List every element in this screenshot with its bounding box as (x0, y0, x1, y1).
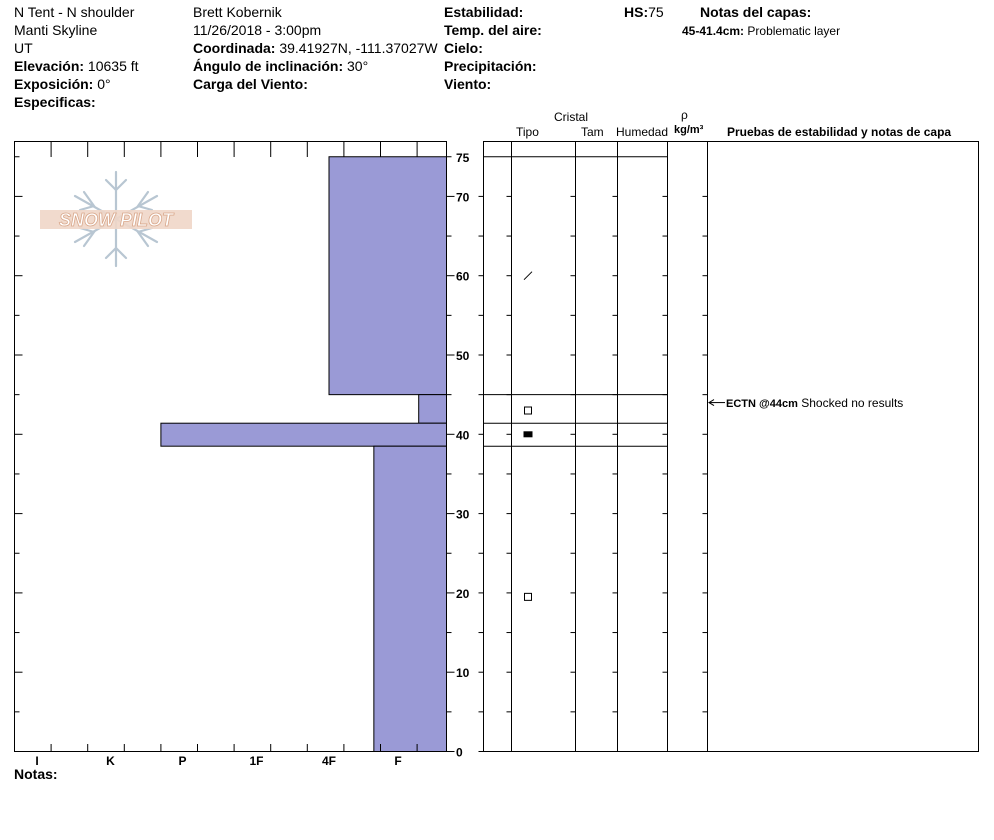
hs-label: HS: (624, 4, 649, 20)
hardness-bar-2 (161, 423, 447, 446)
observer: Brett Kobernik (193, 4, 282, 20)
stability-label: Estabilidad: (444, 4, 524, 20)
coord-label: Coordinada: (193, 40, 276, 56)
stability-test-code: ECTN @44cm (726, 398, 798, 410)
hardness-bar-3 (374, 446, 447, 751)
x-label-P: P (178, 754, 187, 768)
wind-load-label: Carga del Viento: (193, 76, 308, 92)
crystal-header: Cristal (554, 110, 589, 124)
layer-note-range: 45-41.4cm: (682, 24, 745, 38)
range: Manti Skyline (14, 22, 98, 38)
depth-label-40: 40 (456, 428, 470, 443)
x-label-4F: 4F (321, 754, 337, 768)
depth-label-10: 10 (456, 666, 470, 681)
stability-test-text: Shocked no results (801, 396, 904, 410)
x-label-I: I (35, 754, 39, 768)
elevation-label: Elevación: (14, 58, 85, 74)
table-ticks (479, 196, 708, 751)
depth-label-75: 75 (456, 150, 470, 165)
grain-symbol-slash-0 (524, 272, 532, 280)
x-label-K: K (106, 754, 115, 768)
depth-label-70: 70 (456, 190, 470, 205)
depth-label-60: 60 (456, 269, 470, 284)
depth-label-30: 30 (456, 507, 470, 522)
specifics-label: Especificas: (14, 94, 96, 110)
state: UT (14, 40, 33, 56)
tests-header: Pruebas de estabilidad y notas de capa (727, 125, 952, 139)
slope-label: Ángulo de inclinación: (193, 58, 344, 74)
elevation-value: 10635 ft (87, 58, 139, 74)
density-unit-header: kg/m³ (674, 124, 704, 136)
snowpilot-logo (40, 172, 192, 266)
slope-value: 30° (347, 58, 369, 74)
x-label-1F: 1F (249, 754, 264, 768)
sky-label: Cielo: (444, 40, 483, 56)
notes-label: Notas: (14, 766, 58, 782)
grain-symbols (524, 272, 532, 601)
datetime: 11/26/2018 - 3:00pm (193, 22, 322, 38)
wind-label: Viento: (444, 76, 492, 92)
grain-symbol-filled-square-2 (524, 432, 532, 437)
grain-symbol-open-square-1 (525, 407, 532, 414)
moisture-header: Humedad (616, 125, 669, 139)
layer-note-text: Problematic layer (747, 24, 841, 38)
logo-text: SNOW PILOT (59, 210, 173, 230)
exposure-label: Exposición: (14, 76, 94, 92)
precip-label: Precipitación: (444, 58, 537, 74)
size-header: Tam (581, 125, 604, 139)
depth-label-0: 0 (456, 745, 463, 760)
grain-symbol-open-square-3 (525, 593, 532, 600)
depth-label-20: 20 (456, 586, 470, 601)
rho-header: ρ (681, 108, 688, 122)
type-header: Tipo (516, 125, 539, 139)
depth-label-50: 50 (456, 349, 470, 363)
coord-value: 39.41927N, -111.37027W (279, 40, 438, 56)
stability-test-arrow (709, 400, 725, 406)
hardness-bar-1 (419, 395, 447, 424)
x-label-F: F (394, 754, 402, 768)
exposure-value: 0° (97, 76, 111, 92)
hardness-bar-0 (329, 157, 447, 395)
layer-notes-label: Notas del capas: (700, 4, 812, 20)
air-temp-label: Temp. del aire: (444, 22, 542, 38)
hardness-bars (161, 157, 447, 752)
hs-value: 75 (648, 4, 664, 20)
location: N Tent - N shoulder (14, 4, 135, 20)
